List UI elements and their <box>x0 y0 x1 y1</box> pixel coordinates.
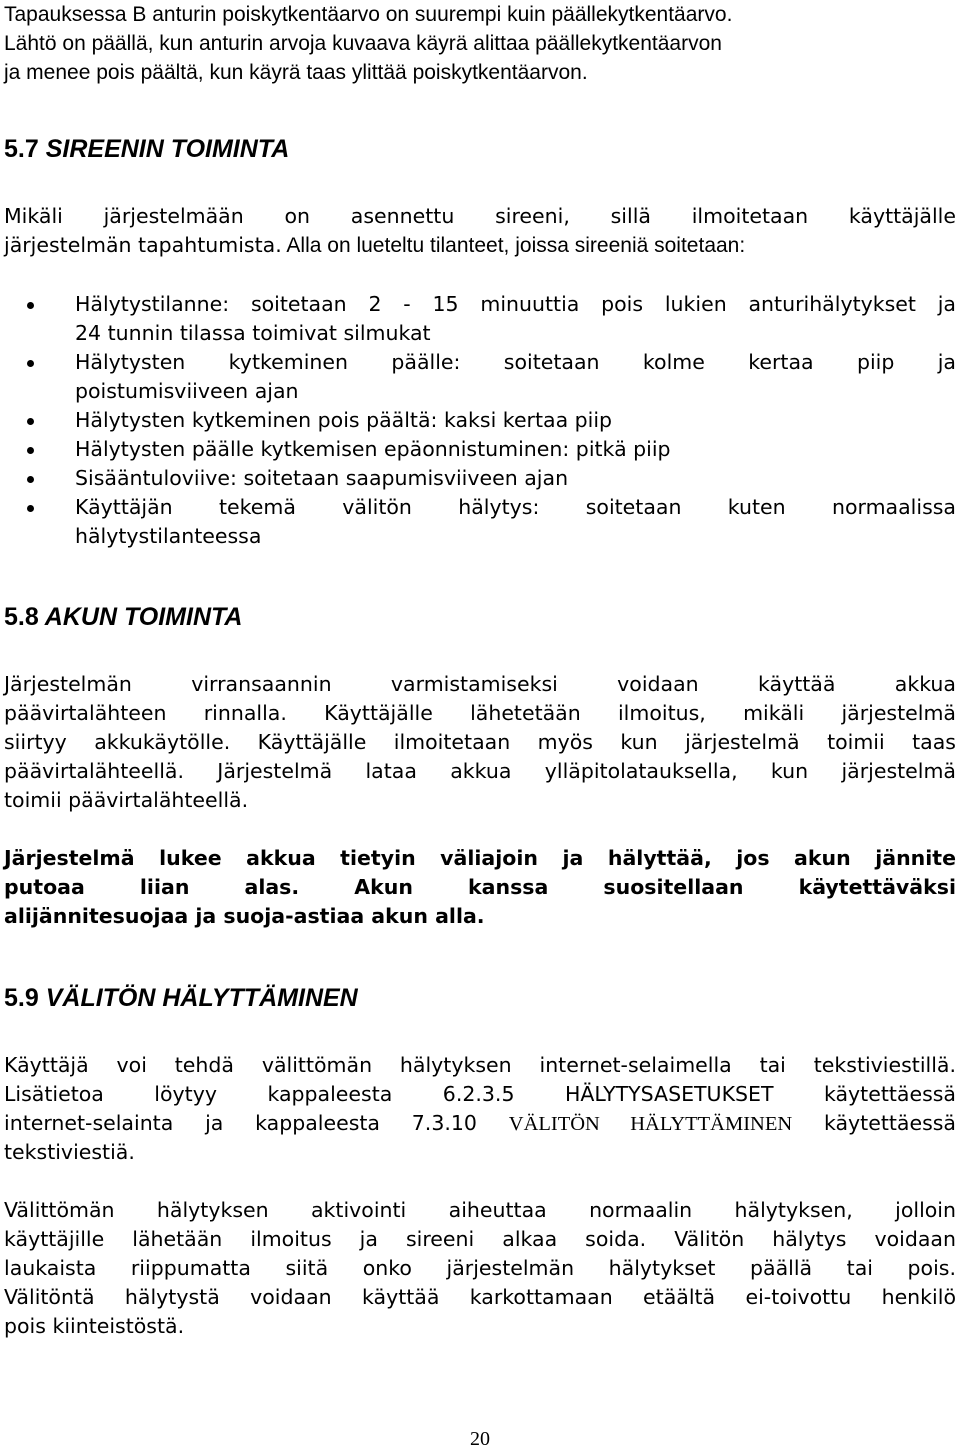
immediate-para-line-2: Lisätietoa löytyy kappaleesta 6.2.3.5 HÄLYTYSASETUKSET käytettäessä <box>4 1082 956 1106</box>
immediate-para2-line-5: pois kiinteistöstä. <box>4 1314 185 1338</box>
section-title: SIREENIN TOIMINTA <box>45 135 290 163</box>
section-heading-5-7 <box>4 135 289 164</box>
bullet-icon <box>27 418 34 425</box>
battery-para-line-1: Järjestelmän virransaannin varmistamiseksi voidaan käyttää akkua <box>4 672 956 696</box>
bullet-icon <box>27 447 34 454</box>
list-item <box>4 290 956 348</box>
list-item-line: Hälytysten päälle kytkemisen epäonnistuminen: pitkä piip <box>75 437 671 461</box>
list-item <box>4 348 956 406</box>
list-item <box>4 493 956 551</box>
siren-para-line-2a: järjestelmän tapahtumista. <box>4 233 282 257</box>
immediate-para-line-3c: käytettäessä <box>792 1111 956 1135</box>
immediate-para2-line-1: Välittömän hälytyksen aktivointi aiheuttaa normaalin hälytyksen, jolloin <box>4 1198 956 1222</box>
section-heading-5-8 <box>4 603 242 632</box>
immediate-para2-line-2: käyttäjille lähetään ilmoitus ja sireeni alkaa soida. Välitön hälytys voidaan <box>4 1227 956 1251</box>
battery-para-line-2: päävirtalähteen rinnalla. Käyttäjälle lähetetään ilmoitus, mikäli järjestelmä <box>4 701 956 725</box>
section-number: 5.8 <box>4 603 39 631</box>
battery-para-line-3: siirtyy akkukäytölle. Käyttäjälle ilmoitetaan myös kun järjestelmä toimii taas <box>4 730 956 754</box>
siren-para-line-2 <box>4 231 956 260</box>
bullet-icon <box>27 505 34 512</box>
immediate-para-line-3b: VÄLITÖN HÄLYTTÄMINEN <box>508 1113 793 1135</box>
document-page <box>4 0 956 1451</box>
battery-warning-line-2: putoaa liian alas. Akun kanssa suositellaan käytettäväksi <box>4 875 956 899</box>
battery-warning-line-3: alijännitesuojaa ja suoja-astiaa akun alla. <box>4 904 485 928</box>
immediate-para2-line-3: laukaista riippumatta siitä onko järjestelmän hälytykset päällä tai pois. <box>4 1256 956 1280</box>
list-item-line: Hälytysten kytkeminen päälle: soitetaan kolme kertaa piip ja <box>75 350 956 374</box>
intro-line-3: ja menee pois päältä, kun käyrä taas ylittää poiskytkentäarvon. <box>4 61 588 84</box>
battery-para-line-5: toimii päävirtalähteellä. <box>4 788 249 812</box>
immediate-para-line-4: tekstiviestiä. <box>4 1140 135 1164</box>
immediate-para-line-1: Käyttäjä voi tehdä välittömän hälytyksen internet-selaimella tai tekstiviestillä. <box>4 1053 956 1077</box>
battery-para-line-4: päävirtalähteellä. Järjestelmä lataa akkua ylläpitolatauksella, kun järjestelmä <box>4 759 956 783</box>
list-item <box>4 464 956 493</box>
immediate-para-line-3 <box>4 1109 956 1139</box>
section-title: AKUN TOIMINTA <box>44 603 243 631</box>
list-item-line: Hälytysten kytkeminen pois päältä: kaksi kertaa piip <box>75 408 613 432</box>
list-item-line: hälytystilanteessa <box>75 524 262 548</box>
list-item-line: Hälytystilanne: soitetaan 2 - 15 minuuttia pois lukien anturihälytykset ja <box>75 292 956 316</box>
bullet-icon <box>27 476 34 483</box>
battery-warning-line-1: Järjestelmä lukee akkua tietyin väliajoin ja hälyttää, jos akun jännite <box>4 846 956 870</box>
section-number: 5.9 <box>4 984 39 1012</box>
list-item-line: Sisääntuloviive: soitetaan saapumisviiveen ajan <box>75 466 569 490</box>
bullet-icon <box>27 360 34 367</box>
section-heading-5-9 <box>4 984 358 1013</box>
siren-situations-list <box>4 290 956 551</box>
list-item-line: Käyttäjän tekemä välitön hälytys: soitetaan kuten normaalissa <box>75 495 956 519</box>
section-title: VÄLITÖN HÄLYTTÄMINEN <box>45 984 358 1012</box>
list-item <box>4 435 956 464</box>
siren-para-line-2b: Alla on lueteltu tilanteet, joissa sireeniä soitetaan: <box>281 234 746 257</box>
siren-para-line-1: Mikäli järjestelmään on asennettu sireeni, sillä ilmoitetaan käyttäjälle <box>4 204 956 228</box>
list-item <box>4 406 956 435</box>
intro-line-1: Tapauksessa B anturin poiskytkentäarvo on suurempi kuin päällekytkentäarvo. <box>4 3 733 26</box>
list-item-line: 24 tunnin tilassa toimivat silmukat <box>75 321 431 345</box>
section-number: 5.7 <box>4 135 39 163</box>
list-item-line: poistumisviiveen ajan <box>75 379 299 403</box>
immediate-para-line-3a: internet-selainta ja kappaleesta 7.3.10 <box>4 1111 509 1135</box>
page-number: 20 <box>470 1428 490 1450</box>
immediate-para2-line-4: Välitöntä hälytystä voidaan käyttää karkottamaan etäältä ei-toivottu henkilö <box>4 1285 956 1309</box>
intro-line-2: Lähtö on päällä, kun anturin arvoja kuvaava käyrä alittaa päällekytkentäarvon <box>4 32 722 55</box>
bullet-icon <box>27 302 34 309</box>
